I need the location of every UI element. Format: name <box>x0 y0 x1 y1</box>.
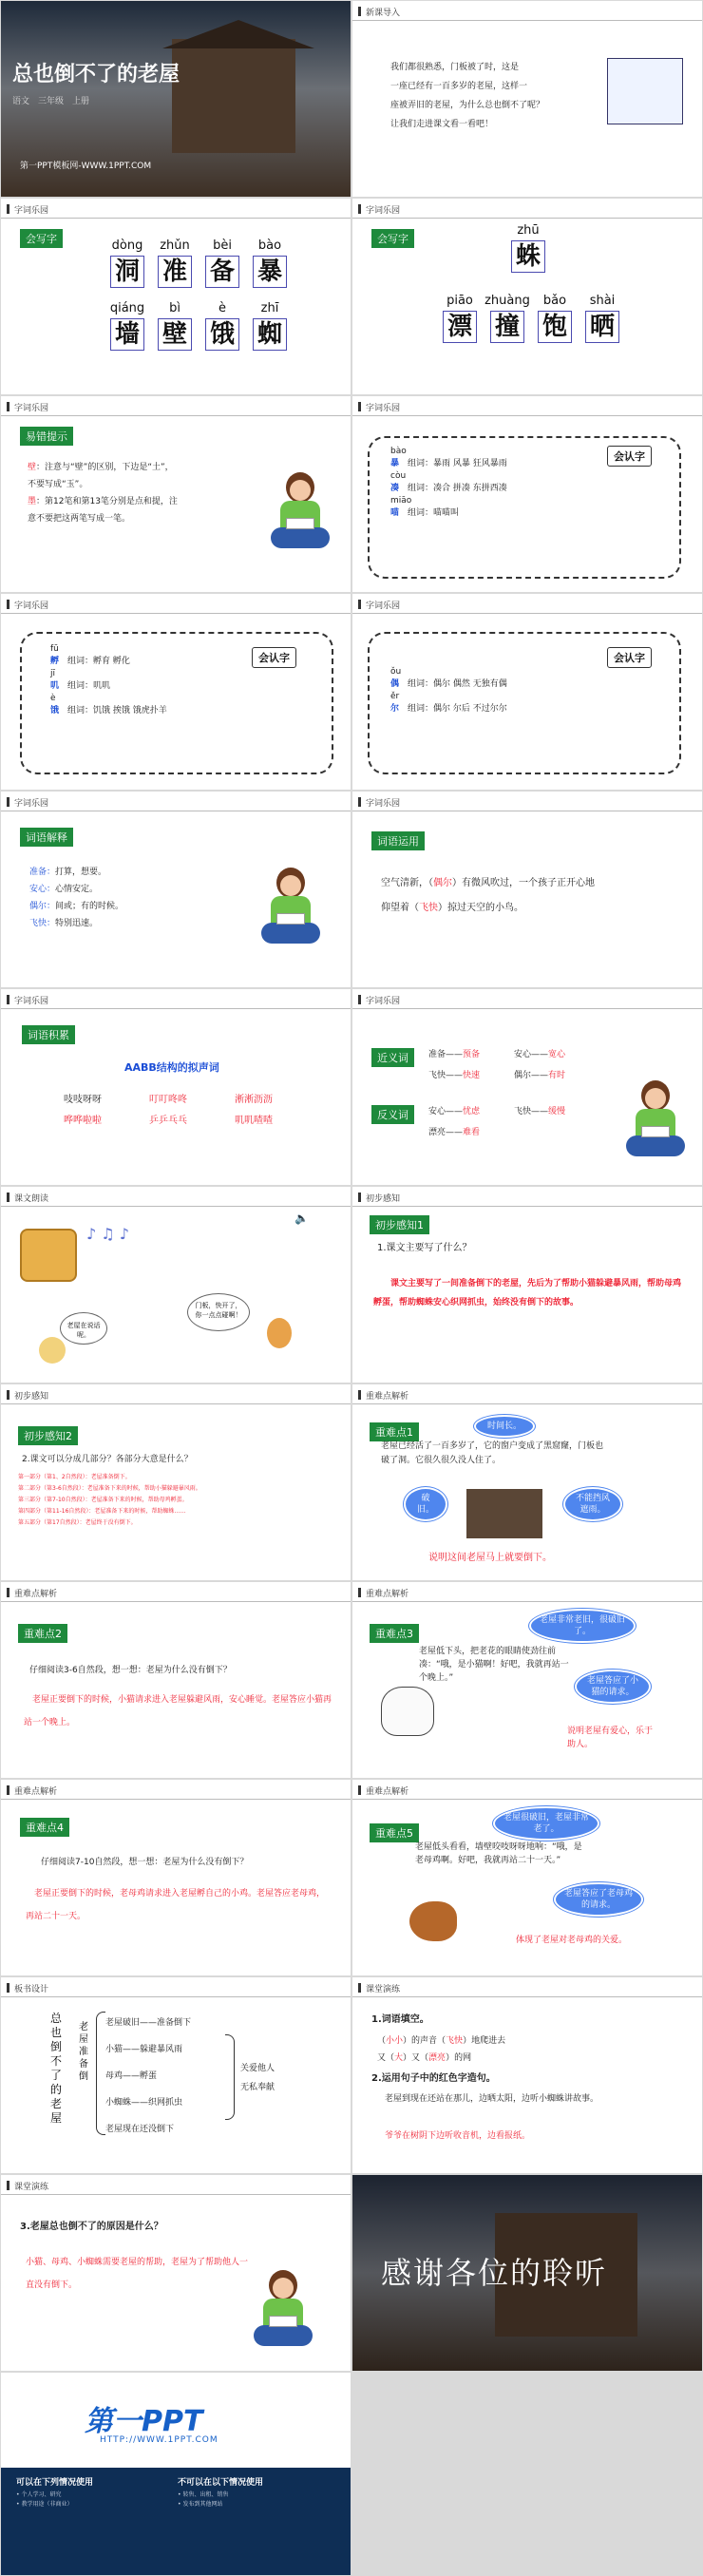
tag-recognize: 会认字 <box>607 647 652 668</box>
section-title: 字词乐园 <box>366 601 401 611</box>
aabb-words: 吱吱呀呀 叮叮咚咚 淅淅沥沥 哗哗啦啦 乒乒乓乓 叽叽喳喳 <box>64 1095 273 1126</box>
char-box: 备 <box>205 256 239 288</box>
pinyin: è <box>218 301 226 315</box>
char-box: 饱 <box>538 311 572 343</box>
forbidden-heading: 不可以在以下情况使用 <box>178 2478 264 2488</box>
part-list: 第一部分（第1、2自然段）：老屋准备倒下。 第二部分（第3-6自然段）：老屋准备下来的时候，帮助小猫躲避暴风雨。 第三部分（第7-10自然段）：老屋准备下来的时候，帮助母鸡孵蛋。 第四部分（第11-16自然段）：老屋准备下来的时候，帮助蜘蛛…… 第五部分（第17自然段）：老屋终于没有倒下。 <box>18 1474 201 1526</box>
brand-logo: 第一PPT <box>85 2405 203 2438</box>
char-box: 暴 <box>253 256 287 288</box>
slide-title <box>1 1 351 197</box>
pinyin: bào <box>257 239 282 253</box>
section-title: 字词乐园 <box>14 206 49 216</box>
quote-text: 老屋已经活了一百多岁了，它的窗户变成了黑窟窿，门板也破了洞。它很久很久没人住了。 <box>381 1441 604 1465</box>
tag-word-usage: 词语运用 <box>371 831 425 850</box>
kitten-sketch-image <box>381 1687 434 1736</box>
speaker-icon[interactable]: 🔈 <box>294 1212 309 1225</box>
section-title: 字词乐园 <box>366 206 401 216</box>
slide-key-point-5 <box>352 1780 702 1975</box>
pinyin: zhǔn <box>160 239 190 253</box>
exercise-heading: 2.运用句子中的红色字造句。 <box>371 2073 496 2084</box>
slide-exercise-1 <box>352 1977 702 2173</box>
allowed-list: • 个人学习、研究 • 教学用途（非商业） <box>16 2491 73 2508</box>
section-title: 板书设计 <box>14 1985 49 1994</box>
tag-perception: 初步感知1 <box>370 1215 429 1234</box>
question: 1.课文主要写了什么？ <box>377 1243 472 1253</box>
cloud-callout: 老屋很破旧，老屋非常老了。 <box>493 1806 599 1841</box>
tag-key-point: 重难点5 <box>370 1823 419 1842</box>
tag-write-chars: 会写字 <box>20 229 63 248</box>
section-title: 字词乐园 <box>366 404 401 413</box>
tag-recognize: 会认字 <box>607 446 652 467</box>
board-rows: 老屋破旧——准备倒下 小猫——躲避暴风雨 母鸡——孵蛋 小蜘蛛——织网抓虫 老屋现在还没倒下 <box>105 2018 192 2134</box>
tag-antonyms: 反义词 <box>371 1105 414 1124</box>
tag-recognize: 会认字 <box>252 647 296 668</box>
cloud-callout: 破旧。 <box>404 1487 447 1521</box>
section-title: 课文朗读 <box>14 1194 49 1204</box>
section-title: 字词乐园 <box>366 799 401 809</box>
board-summary: 关爱他人 无私奉献 <box>240 2064 276 2092</box>
section-title: 字词乐园 <box>14 799 49 809</box>
fill-line: 又（大）又（漂亮）的网 <box>377 2053 472 2063</box>
pinyin: zhī <box>260 301 279 315</box>
pinyin: zhuàng <box>484 294 530 308</box>
board-side-label: 老屋准备倒 <box>79 2022 88 2082</box>
exercise-question: 3.老屋总也倒不了的原因是什么？ <box>20 2222 163 2232</box>
girl-reading-image <box>267 472 333 558</box>
pinyin: qiáng <box>109 301 145 315</box>
board-title: 总也倒不了的老屋 <box>50 2012 63 2125</box>
char-box: 饿 <box>205 318 239 351</box>
tag-synonyms: 近义词 <box>371 1048 414 1067</box>
exercise-answer: 小猫、母鸡、小蜘蛛需要老屋的帮助，老屋为了帮助他人一直没有倒下。 <box>26 2258 249 2290</box>
slide-reading <box>1 1187 351 1383</box>
question: 2.课文可以分成几部分？各部分大意是什么？ <box>22 1455 193 1464</box>
girl-reading-image <box>257 868 324 953</box>
cartoon-character-image <box>267 1318 292 1348</box>
slide-error-tips <box>1 396 351 592</box>
slide-key-point-3 <box>352 1582 702 1778</box>
answer: 老屋正要倒下的时候，小猫请求进入老屋躲避风雨，安心睡觉。老屋答应小猫再站一个晚上。 <box>24 1695 332 1727</box>
radio-image <box>20 1229 77 1282</box>
char-box: 墙 <box>110 318 144 351</box>
tip-text: 壁：注意与“壁”的区别，下边是“土”， 不要写成“玉”。 墨：第12笔和第13笔分别是点和提，注 意不要把这两笔写成一笔。 <box>28 463 178 524</box>
answer: 老屋正要倒下的时候，老母鸡请求进入老屋孵自己的小鸡。老屋答应老母鸡，再站二十一天。 <box>26 1889 326 1921</box>
antonym-list: 安心——忧虑 飞快——缓慢 漂亮——难看 <box>428 1107 566 1137</box>
tag-word-collection: 词语积累 <box>22 1025 75 1044</box>
tag-word-meaning: 词语解释 <box>20 828 73 847</box>
slide-exercise-2 <box>1 2175 351 2371</box>
quote-text: 老屋低下头，把老花的眼睛使劲往前凑：“哦，是小猫啊！好吧，我就再站一个晚上。” <box>419 1647 569 1683</box>
char-box: 漂 <box>443 311 477 343</box>
conclusion: 说明老屋有爱心，乐于助人。 <box>567 1727 654 1749</box>
tag-perception: 初步感知2 <box>18 1426 78 1445</box>
section-title: 重难点解析 <box>366 1787 409 1797</box>
section-title: 重难点解析 <box>366 1392 409 1402</box>
slide-recognize-2 <box>1 594 351 790</box>
section-title: 初步感知 <box>366 1194 401 1204</box>
slide-key-point-1 <box>352 1384 702 1580</box>
old-house-photo <box>466 1489 542 1538</box>
pinyin: piāo <box>446 294 473 308</box>
roof-shape <box>162 20 314 48</box>
speech-bubble: 老屋在说话呢。 <box>60 1312 107 1345</box>
old-house-image <box>172 39 295 153</box>
section-title: 重难点解析 <box>366 1590 409 1599</box>
char-box: 蛛 <box>511 240 545 273</box>
section-title: 字词乐园 <box>366 997 401 1006</box>
intro-text: 我们都很熟悉，门板被了时，这是 一座已经有一百多岁的老屋，这样一 座被弄旧的老屋，为什么总也倒不了呢？ 让我们走进课文看一看吧！ <box>390 63 545 129</box>
thanks-text: 感谢各位的聆听 <box>381 2255 608 2291</box>
char-box: 洞 <box>110 256 144 288</box>
section-title: 重难点解析 <box>14 1787 58 1797</box>
char-box: 晒 <box>585 311 619 343</box>
char-box: 壁 <box>158 318 192 351</box>
slide-word-collection <box>1 989 351 1185</box>
cloud-callout: 不能挡风遮雨。 <box>563 1487 622 1521</box>
cloud-callout: 老屋答应了老母鸡的请求。 <box>554 1882 643 1917</box>
header-bar <box>358 7 361 16</box>
pinyin: bèi <box>213 239 232 253</box>
slide-board-design <box>1 1977 351 2173</box>
aabb-heading: AABB结构的拟声词 <box>124 1061 219 1074</box>
cloud-callout: 老屋答应了小猫的请求。 <box>575 1670 651 1704</box>
slide-write-chars-2 <box>352 199 702 394</box>
deck-title: 总也倒不了的老屋 <box>12 63 180 86</box>
left-brace <box>96 2012 105 2135</box>
char-box: 撞 <box>490 311 524 343</box>
pinyin: bì <box>169 301 180 315</box>
slide-intro <box>352 1 702 197</box>
tag-key-point: 重难点1 <box>370 1422 419 1441</box>
pinyin: zhū <box>517 223 540 238</box>
tag-error-tips: 易错提示 <box>20 427 73 446</box>
tag-write-chars: 会写字 <box>371 229 414 248</box>
meaning-list: 准备：打算，想要。 安心：心情安定。 偶尔：间或；有的时候。 飞快：特别迅速。 <box>29 868 124 928</box>
section-title: 课堂演练 <box>14 2183 49 2192</box>
deck-meta: 语文 三年级 上册 <box>12 97 90 106</box>
slide-thanks <box>352 2175 702 2371</box>
exercise-heading: 1.词语填空。 <box>371 2014 429 2025</box>
music-notes-icon: ♪ ♫ ♪ <box>86 1225 129 1243</box>
slide-recognize-3 <box>352 594 702 790</box>
section-title: 新课导入 <box>366 9 401 18</box>
section-title: 课堂演练 <box>366 1985 401 1994</box>
house-sketch-icon <box>607 58 683 124</box>
conclusion: 说明这间老屋马上就要倒下。 <box>428 1553 552 1563</box>
slide-synonyms <box>352 989 702 1185</box>
section-title: 字词乐园 <box>14 601 49 611</box>
tag-key-point: 重难点3 <box>370 1624 419 1643</box>
word-list: ǒu 偶 组词：偶尔 偶然 无独有偶 ěr 尔 组词：偶尔 尔后 不过尔尔 <box>390 667 507 714</box>
section-title: 字词乐园 <box>14 997 49 1006</box>
word-list: bào 暴 组词：暴雨 风暴 狂风暴雨 còu 凑 组词：凑合 拼凑 东拼西凑 miāo 喵 组词：喵喵叫 <box>390 447 507 518</box>
section-title: 重难点解析 <box>14 1590 58 1599</box>
girl-reading-image <box>250 2270 316 2356</box>
word-list: fū 孵 组词：孵育 孵化 jī 叽 组词：叽叽 è 饿 组词：饥饿 挨饿 饿虎扑羊 <box>50 644 167 716</box>
slide-key-point-4 <box>1 1780 351 1975</box>
char-box: 准 <box>158 256 192 288</box>
question: 仔细阅读3-6自然段，想一想：老屋为什么没有倒下？ <box>29 1666 232 1675</box>
tag-key-point: 重难点2 <box>18 1624 67 1643</box>
right-brace <box>225 2034 235 2120</box>
conclusion: 体现了老屋对老母鸡的关爱。 <box>516 1936 628 1945</box>
char-box: 蜘 <box>253 318 287 351</box>
synonym-list: 准备——预备 安心——宽心 飞快——快速 偶尔——有时 <box>428 1050 566 1080</box>
cartoon-character-image <box>39 1337 66 1364</box>
slide-write-chars-1 <box>1 199 351 394</box>
cloud-callout: 时间长。 <box>474 1415 535 1438</box>
cloud-callout: 老屋非常老旧，很破旧了。 <box>529 1609 636 1643</box>
tag-key-point: 重难点4 <box>20 1818 69 1837</box>
pinyin: dòng <box>111 239 143 253</box>
answer: 课文主要写了一间准备倒下的老屋，先后为了帮助小猫躲避暴风雨，帮助母鸡孵蛋，帮助蜘蛛安心织网抓虫，始终没有倒下的故事。 <box>373 1279 682 1307</box>
example-sentence: 老屋到现在还站在那儿，边晒太阳，边听小蜘蛛讲故事。 <box>385 2094 599 2104</box>
hen-image <box>409 1901 457 1941</box>
girl-reading-image <box>622 1080 689 1166</box>
answer-sentence: 爷爷在树阴下边听收音机，边看报纸。 <box>385 2131 531 2141</box>
section-title: 初步感知 <box>14 1392 49 1402</box>
slide-word-meaning <box>1 792 351 987</box>
usage-text: 空气清新，（偶尔）有微风吹过，一个孩子正开心地 仰望着（飞快）掠过天空的小鸟。 <box>381 878 595 913</box>
slide-key-point-2 <box>1 1582 351 1778</box>
quote-text: 老屋低头看看，墙壁咬吱呀呀地响：“哦，是老母鸡啊。好吧，我就再站二十一天。” <box>415 1842 582 1865</box>
slide-word-usage <box>352 792 702 987</box>
slide-credits <box>1 2373 351 2575</box>
fill-line: （小小）的声音（飞快）地爬进去 <box>377 2036 506 2046</box>
pinyin: shài <box>589 294 616 308</box>
pinyin: bǎo <box>542 294 567 308</box>
speech-bubble: 门板，快开了，你一点点碰啊！ <box>187 1293 250 1331</box>
brand-url: HTTP://WWW.1PPT.COM <box>100 2435 218 2445</box>
slide-perception-2 <box>1 1384 351 1580</box>
allowed-heading: 可以在下列情况使用 <box>16 2478 94 2488</box>
slide-perception-1 <box>352 1187 702 1383</box>
forbidden-list: • 转售、出租、销售 • 发布到其他网站 <box>178 2491 229 2508</box>
deck-footer: 第一PPT模板网-WWW.1PPT.COM <box>20 162 152 171</box>
section-title: 字词乐园 <box>14 404 49 413</box>
question: 仔细阅读7-10自然段，想一想：老屋为什么没有倒下？ <box>41 1858 249 1867</box>
slide-recognize-1 <box>352 396 702 592</box>
